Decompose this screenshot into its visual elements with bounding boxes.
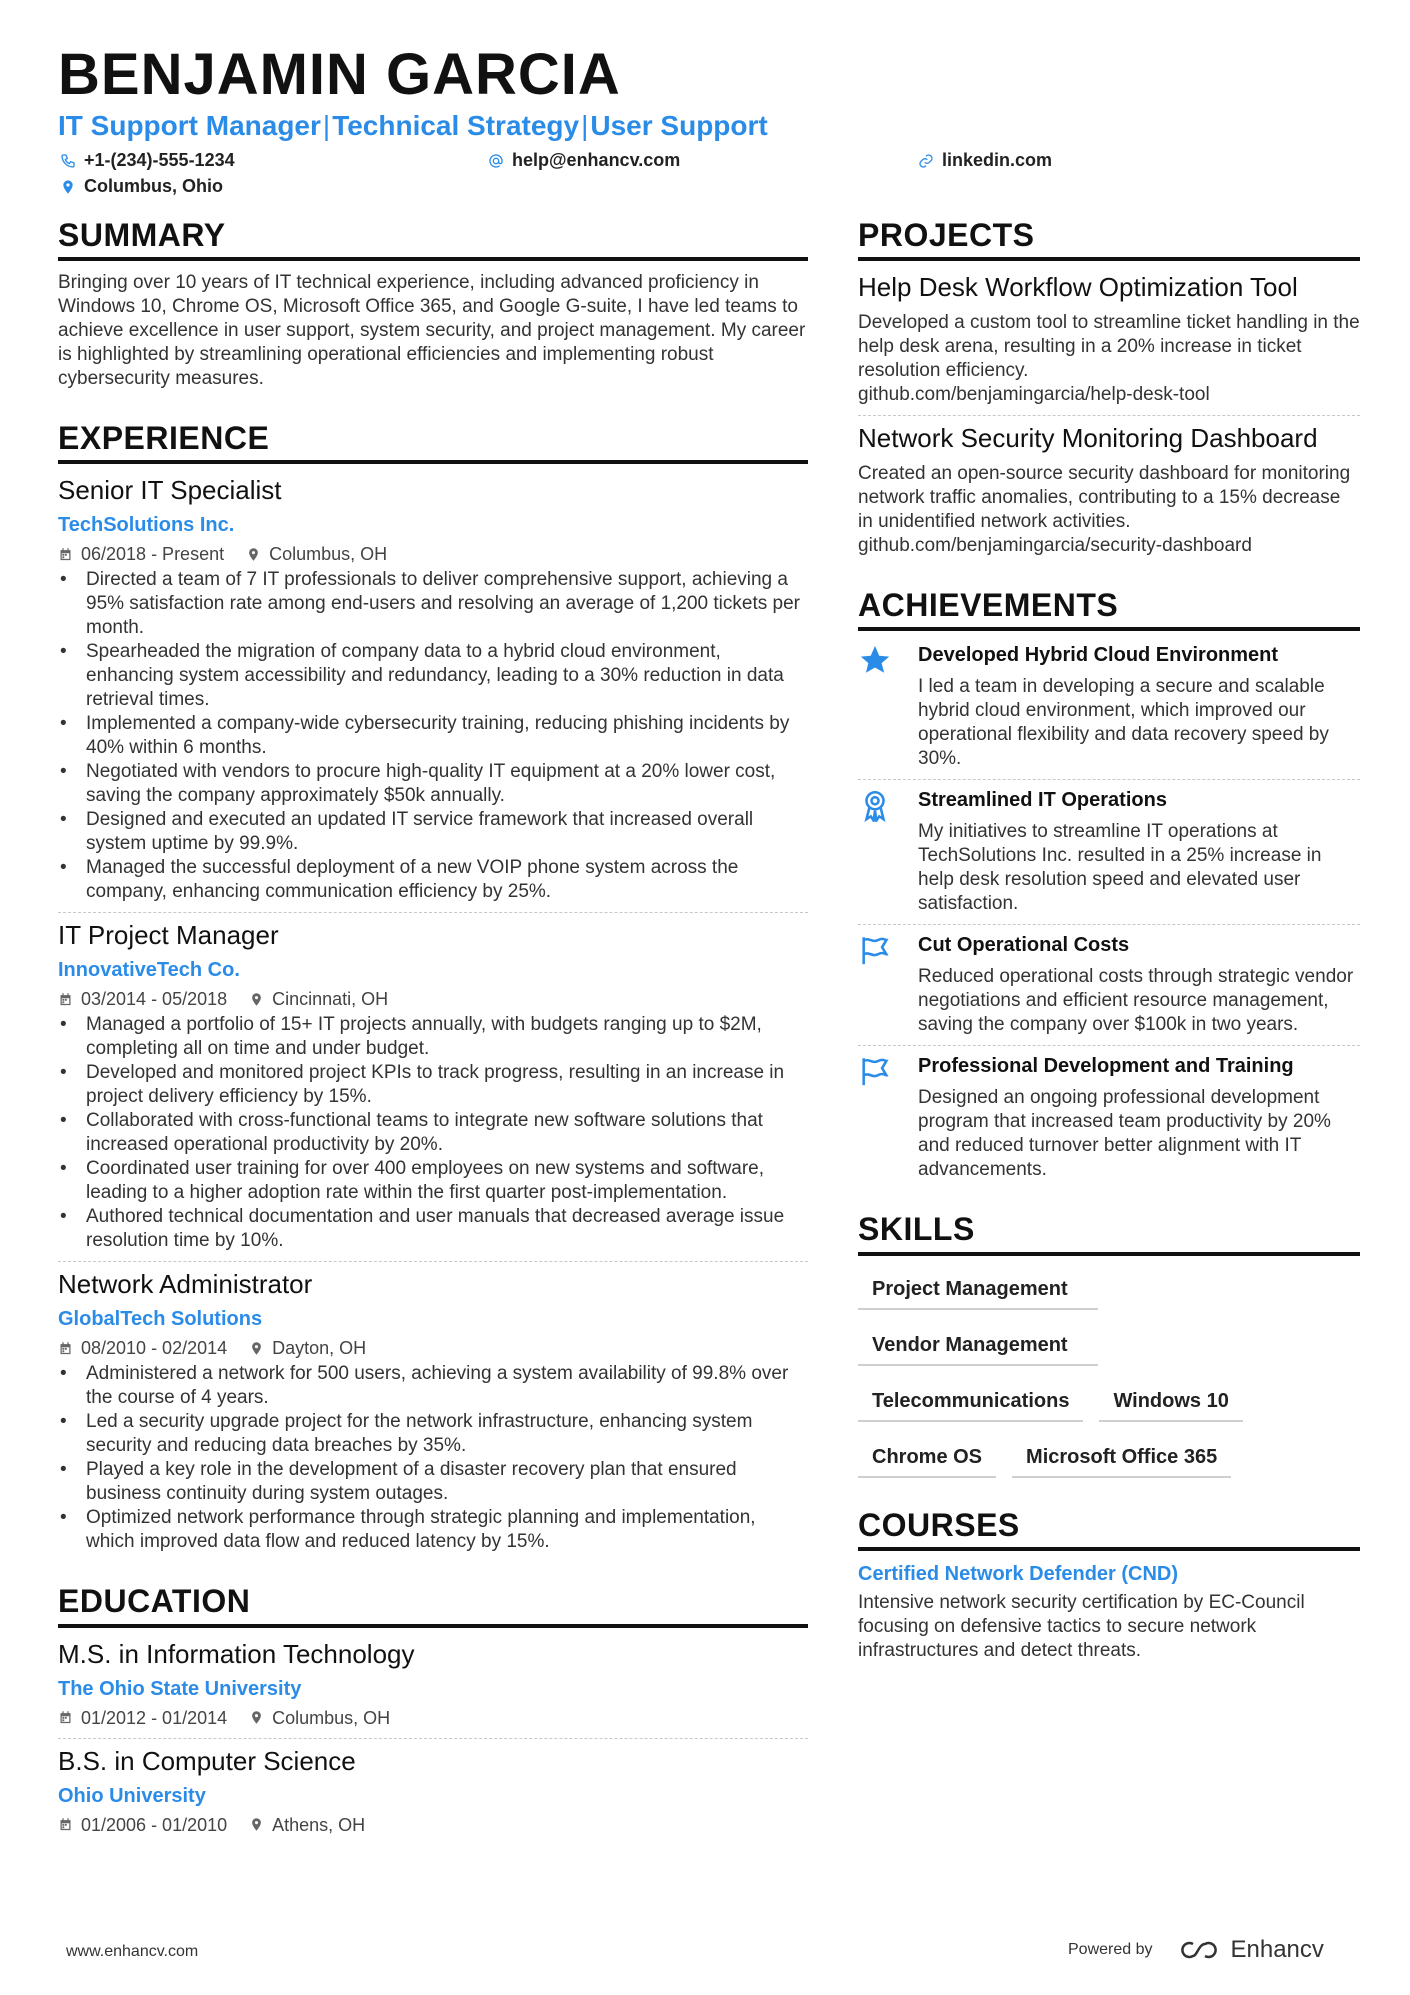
project-description: Created an open-source security dashboard for monitoring network traffic anomalies, contributing to a 15% decrease in unidentified network activities. (858, 463, 1351, 533)
calendar-icon (58, 1817, 73, 1832)
job-location: Columbus, OH (269, 544, 388, 565)
skills-section (858, 1212, 1360, 1489)
job-location: Cincinnati, OH (272, 989, 389, 1010)
divider (58, 1261, 808, 1262)
job-meta (58, 1336, 808, 1360)
job-dates: 06/2018 - Present (81, 544, 225, 565)
education-school: The Ohio State University (58, 1677, 302, 1700)
job-bullet: • Implemented a company-wide cybersecurity training, reducing phishing incidents by 40% within 6 months. (58, 712, 808, 760)
summary-title: SUMMARY (58, 218, 808, 261)
divider (858, 1045, 1360, 1046)
job-meta (58, 987, 808, 1011)
job-bullet: • Played a key role in the development of a disaster recovery plan that ensured business continuity during system outages. (58, 1458, 808, 1506)
education-degree: B.S. in Computer Science (58, 1745, 356, 1776)
achievement-title: Cut Operational Costs (918, 934, 1130, 957)
job-role: Senior IT Specialist (58, 475, 282, 506)
left-column (58, 218, 808, 1837)
email-text: help@enhancv.com (512, 150, 681, 170)
job-dates: 08/2010 - 02/2014 (81, 1338, 228, 1359)
candidate-name: BENJAMIN GARCIA (58, 42, 621, 107)
job-role: Network Administrator (58, 1269, 313, 1300)
summary-section (58, 218, 808, 391)
star-icon (858, 643, 892, 677)
location-pin-icon (246, 547, 261, 562)
at-icon (488, 153, 504, 169)
location-text: Columbus, Ohio (84, 176, 223, 196)
skills-list (858, 1266, 1360, 1490)
project-entry (858, 271, 1360, 407)
achievement-entry (858, 1052, 1360, 1182)
job-bullet: • Managed the successful deployment of a new VOIP phone system across the company, enhancing communication efficiency by 25%. (58, 856, 808, 904)
contact-location (60, 176, 223, 197)
tagline (58, 110, 768, 142)
brand-name: Enhancv (1230, 1936, 1324, 1963)
achievement-entry (858, 786, 1360, 916)
job-company: GlobalTech Solutions (58, 1308, 263, 1331)
job-company: InnovativeTech Co. (58, 959, 240, 982)
job-bullets (58, 1362, 808, 1554)
courses-title: COURSES (858, 1508, 1360, 1551)
job-meta (58, 542, 808, 566)
powered-by-label: Powered by (1068, 1941, 1153, 1958)
tagline-role: IT Support Manager (58, 110, 321, 141)
divider (858, 779, 1360, 780)
achievement-entry (858, 931, 1360, 1037)
education-degree: M.S. in Information Technology (58, 1638, 415, 1669)
job-location: Dayton, OH (272, 1338, 367, 1359)
divider (858, 924, 1360, 925)
calendar-icon (58, 992, 73, 1007)
right-column (858, 218, 1360, 1663)
location-pin-icon (249, 1341, 264, 1356)
job-bullet: • Designed and executed an updated IT service framework that increased overall system uptime by 99.9%. (58, 808, 808, 856)
tagline-separator: | (581, 110, 589, 141)
achievement-title: Developed Hybrid Cloud Environment (918, 644, 1279, 667)
calendar-icon (58, 547, 73, 562)
tagline-strategy: Technical Strategy (332, 110, 580, 141)
experience-section (58, 421, 808, 1554)
location-pin-icon (60, 179, 76, 195)
footer-powered (1068, 1936, 1324, 1964)
education-meta (58, 1813, 808, 1837)
project-name: Help Desk Workflow Optimization Tool (858, 272, 1298, 303)
achievement-text: My initiatives to streamline IT operations at TechSolutions Inc. resulted in a 25% increase in help desk resolution speed and elevated user satisfaction. (918, 821, 1322, 915)
job-dates: 03/2014 - 05/2018 (81, 989, 228, 1010)
contact-linkedin[interactable] (918, 150, 1052, 171)
job-entry (58, 474, 808, 904)
flag-icon (858, 1054, 892, 1088)
experience-title: EXPERIENCE (58, 421, 808, 464)
skill-tag: Telecommunications (858, 1378, 1083, 1422)
skill-tag: Windows 10 (1099, 1378, 1242, 1422)
job-bullet: • Spearheaded the migration of company data to a hybrid cloud environment, enhancing system accessibility and redundancy, leading to a 30% reduction in data retrieval times. (58, 640, 808, 712)
enhancv-logo-icon (1179, 1938, 1221, 1962)
calendar-icon (58, 1710, 73, 1725)
job-role: IT Project Manager (58, 920, 279, 951)
contact-phone[interactable] (60, 150, 235, 171)
projects-title: PROJECTS (858, 218, 1360, 261)
achievements-title: ACHIEVEMENTS (858, 588, 1360, 631)
link-icon (918, 153, 934, 169)
location-pin-icon (249, 992, 264, 1007)
phone-text: +1-(234)-555-1234 (84, 150, 235, 170)
project-link[interactable]: github.com/benjamingarcia/help-desk-tool (858, 384, 1210, 406)
education-section (58, 1584, 808, 1836)
project-description: Developed a custom tool to streamline ticket handling in the help desk arena, resulting in a 20% increase in ticket resolution efficiency. (858, 312, 1360, 382)
calendar-icon (58, 1341, 73, 1356)
project-name: Network Security Monitoring Dashboard (858, 423, 1318, 454)
education-location: Columbus, OH (272, 1707, 391, 1728)
flag-icon (858, 933, 892, 967)
education-location: Athens, OH (272, 1814, 366, 1835)
job-bullets (58, 1013, 808, 1253)
linkedin-text: linkedin.com (942, 150, 1053, 170)
job-bullet: • Administered a network for 500 users, achieving a system availability of 99.8% over the course of 4 years. (58, 1362, 808, 1410)
contact-email[interactable] (488, 150, 680, 171)
award-ribbon-icon (858, 788, 892, 822)
education-school: Ohio University (58, 1784, 206, 1807)
education-meta (58, 1706, 808, 1730)
job-bullet: • Authored technical documentation and user manuals that decreased average issue resolution time by 10%. (58, 1205, 808, 1253)
job-bullets (58, 568, 808, 904)
job-bullet: • Led a security upgrade project for the network infrastructure, enhancing system security and reducing data breaches by 35%. (58, 1410, 808, 1458)
tagline-separator: | (322, 110, 331, 141)
job-bullet: • Optimized network performance through strategic planning and implementation, which improved data flow and reduced latency by 15%. (58, 1506, 808, 1554)
tagline-support: User Support (590, 110, 768, 141)
skill-tag: Project Management (858, 1266, 1098, 1310)
achievement-title: Streamlined IT Operations (918, 789, 1167, 812)
achievement-text: Reduced operational costs through strategic vendor negotiations and efficient resource management, saving the company over $100k in two years. (918, 966, 1354, 1036)
job-entry (58, 919, 808, 1253)
footer-website[interactable]: www.enhancv.com (66, 1943, 199, 1960)
education-entry (58, 1638, 808, 1730)
divider (58, 1738, 808, 1739)
summary-text: Bringing over 10 years of IT technical experience, including advanced proficiency in Windows 10, Chrome OS, Microsoft Office 365, and Google G-suite, I have led teams to achieve excellence in user support, system security, and project management. My career is highlighted by streamlining operational efficiencies and implementing robust cybersecurity measures. (58, 272, 806, 390)
skill-tag: Chrome OS (858, 1434, 996, 1478)
location-pin-icon (249, 1710, 264, 1725)
courses-section (858, 1508, 1360, 1663)
phone-icon (60, 153, 76, 169)
project-link[interactable]: github.com/benjamingarcia/security-dashboard (858, 535, 1252, 557)
job-company: TechSolutions Inc. (58, 514, 235, 537)
education-dates: 01/2012 - 01/2014 (81, 1707, 228, 1728)
achievement-title: Professional Development and Training (918, 1055, 1294, 1078)
course-text: Intensive network security certification by EC-Council focusing on defensive tactics to secure network infrastructures and detect threats. (858, 1591, 1305, 1661)
job-bullet: • Directed a team of 7 IT professionals to deliver comprehensive support, achieving a 95% satisfaction rate among end-users and resolving an average of 1,200 tickets per month. (58, 568, 808, 640)
education-title: EDUCATION (58, 1584, 808, 1627)
job-bullet: • Managed a portfolio of 15+ IT projects annually, with budgets ranging up to $2M, completing all on time and under budget. (58, 1013, 808, 1061)
divider (58, 912, 808, 913)
education-entry (58, 1745, 808, 1837)
divider (858, 415, 1360, 416)
job-entry (58, 1268, 808, 1554)
job-bullet: • Coordinated user training for over 400 employees on new systems and software, leading to a higher adoption rate within the first quarter post-implementation. (58, 1157, 808, 1205)
achievement-text: Designed an ongoing professional development program that increased team productivity by 20% and reduced turnover better alignment with IT advancements. (918, 1087, 1331, 1181)
achievement-text: I led a team in developing a secure and scalable hybrid cloud environment, which improved our operational flexibility and data recovery speed by 30%. (918, 676, 1329, 770)
location-pin-icon (249, 1817, 264, 1832)
skill-tag: Microsoft Office 365 (1012, 1434, 1231, 1478)
skills-title: SKILLS (858, 1212, 1360, 1255)
course-name: Certified Network Defender (CND) (858, 1562, 1179, 1585)
education-dates: 01/2006 - 01/2010 (81, 1814, 228, 1835)
achievements-section (858, 588, 1360, 1182)
job-bullet: • Developed and monitored project KPIs to track progress, resulting in an increase in project delivery efficiency by 15%. (58, 1061, 808, 1109)
projects-section (858, 218, 1360, 558)
job-bullet: • Negotiated with vendors to procure high-quality IT equipment at a 20% lower cost, saving the company approximately $50k annually. (58, 760, 808, 808)
project-entry (858, 422, 1360, 558)
enhancv-logo[interactable] (1179, 1936, 1324, 1964)
skill-tag: Vendor Management (858, 1322, 1098, 1366)
achievement-entry (858, 641, 1360, 771)
job-bullet: • Collaborated with cross-functional teams to integrate new software solutions that increased operational productivity by 20%. (58, 1109, 808, 1157)
